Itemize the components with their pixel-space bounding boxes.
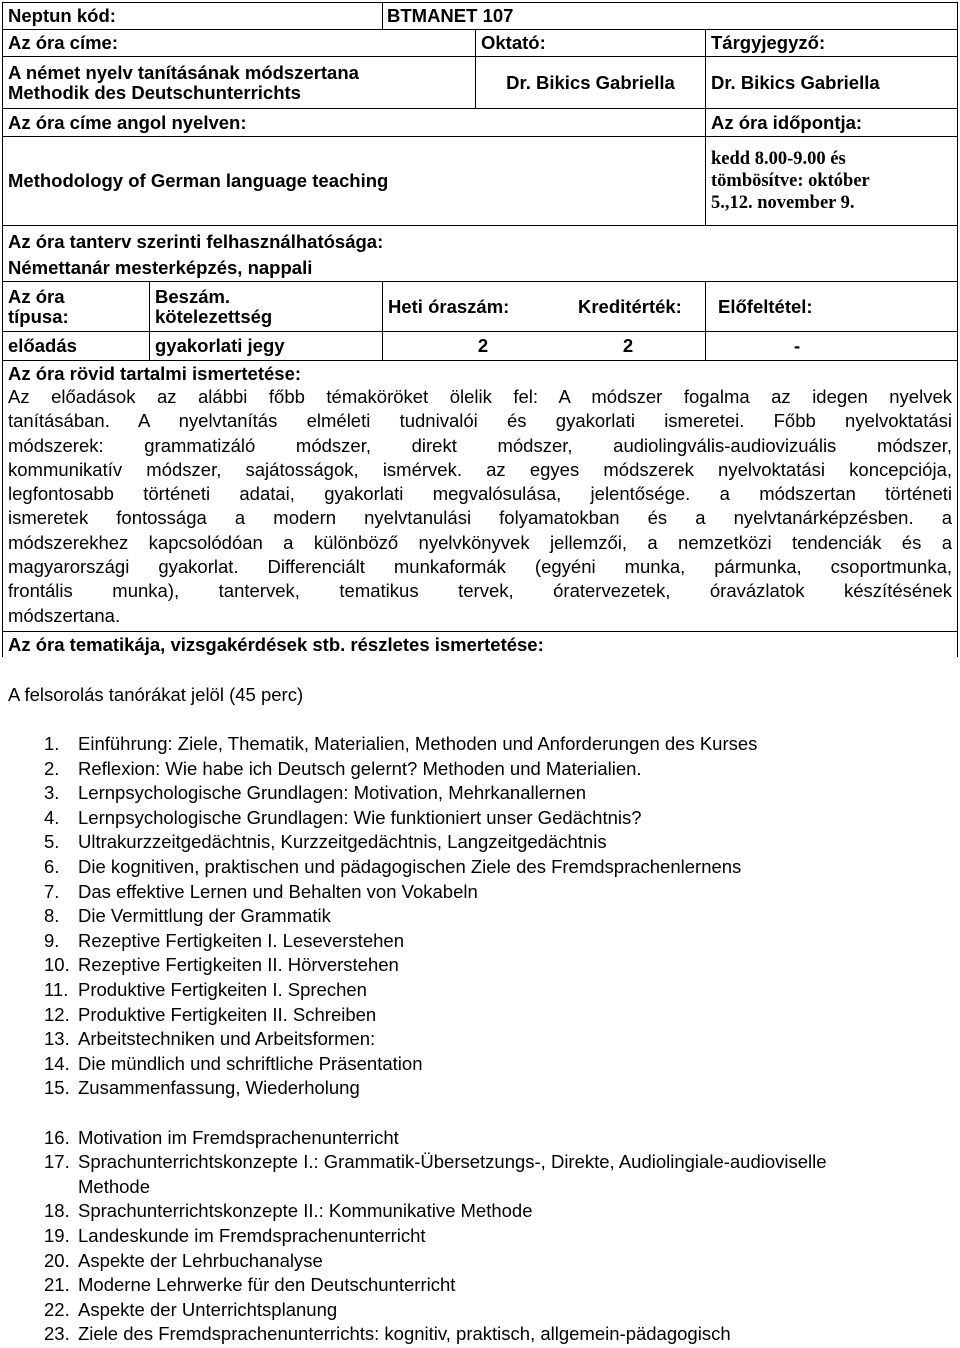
content-line: módszertana. xyxy=(8,604,121,626)
lesson-item xyxy=(44,1323,731,1345)
lesson-item xyxy=(44,1127,399,1149)
lesson-item xyxy=(44,1225,426,1247)
lesson-item xyxy=(44,954,399,976)
content-label: Az óra rövid tartalmi ismertetése: xyxy=(8,363,302,384)
lesson-number: 22. xyxy=(44,1298,70,1320)
prerequisite-label: Előfeltétel: xyxy=(706,282,958,332)
credits-label: Kreditérték: xyxy=(578,295,682,317)
lesson-item xyxy=(44,1053,422,1075)
course-time-line-2: tömbösítve: október xyxy=(711,171,870,191)
course-type-label xyxy=(3,282,150,332)
content-line: ismeretek fontossága a modern nyelvtanulási folyamatokban és a nyelvtanárképzésben. a xyxy=(8,507,952,529)
assessment-value: gyakorlati jegy xyxy=(150,332,383,361)
lesson-number: 18. xyxy=(44,1200,70,1222)
lesson-title: Ultrakurzzeitgedächtnis, Kurzzeitgedächtnis, Langzeitgedächtnis xyxy=(78,831,607,853)
content-line: magyarországi gyakorlat. Differenciált munkaformák (egyéni munka, pármunka, csoportmunka, xyxy=(8,556,952,578)
lesson-item xyxy=(44,1274,455,1296)
instructor-label: Oktató: xyxy=(476,30,706,57)
lesson-item xyxy=(44,905,331,927)
lesson-item xyxy=(44,1151,827,1173)
lesson-title: Lernpsychologische Grundlagen: Motivation, Mehrkanallernen xyxy=(78,782,587,804)
lesson-item xyxy=(44,881,478,903)
content-line: módszerekhez kapcsolódóan a különböző nyelvkönyvek jellemzői, a nemzetközi tendenciák és a xyxy=(8,531,952,553)
assessment-label-line-2: kötelezettség xyxy=(155,305,273,327)
lesson-title: Rezeptive Fertigkeiten I. Leseverstehen xyxy=(78,929,404,951)
content-line: frontális munka), tantervek, tematikus tervek, óratervezetek, óravázlatok készítésének xyxy=(8,580,952,602)
lesson-item xyxy=(44,1176,150,1198)
lesson-number: 3. xyxy=(44,782,60,804)
english-title-value: Methodology of German language teaching xyxy=(3,137,706,226)
lesson-number: 16. xyxy=(44,1126,70,1148)
lesson-item xyxy=(44,1004,376,1026)
weekly-hours-label: Heti óraszám: xyxy=(388,295,510,317)
course-type-labels-row xyxy=(3,282,958,332)
lesson-number: 5. xyxy=(44,831,60,853)
english-title-label: Az óra címe angol nyelven: xyxy=(3,109,706,137)
usage-cell xyxy=(3,226,958,282)
lesson-number: 10. xyxy=(44,954,70,976)
weekly-hours-and-credits-value xyxy=(383,332,706,361)
lesson-number: 13. xyxy=(44,1028,70,1050)
lesson-number: 21. xyxy=(44,1274,70,1296)
lesson-title: Lernpsychologische Grundlagen: Wie funktioniert unser Gedächtnis? xyxy=(78,806,642,828)
course-time-line-3: 5.,12. november 9. xyxy=(711,193,855,213)
lesson-number: 9. xyxy=(44,929,60,951)
lesson-title: Methode xyxy=(78,1175,150,1197)
content-line: módszerek: grammatizáló módszer, direkt módszer, audiolingvális-audiovizuális módszer, xyxy=(8,434,952,456)
content-row xyxy=(3,361,958,632)
lesson-title: Die mündlich und schriftliche Präsentation xyxy=(78,1052,423,1074)
lesson-item xyxy=(44,782,586,804)
syllabus-label: Az óra tematikája, vizsgakérdések stb. részletes ismertetése: xyxy=(8,633,544,655)
course-type-label-line-1: Az óra xyxy=(8,285,65,307)
course-info-table xyxy=(2,2,958,657)
lesson-item xyxy=(44,807,642,829)
usage-label: Az óra tanterv szerinti felhasználhatósága: xyxy=(8,231,384,252)
lesson-number: 20. xyxy=(44,1249,70,1271)
lesson-number: 11. xyxy=(44,979,69,1000)
course-title-label: Az óra címe: xyxy=(3,30,476,57)
usage-row xyxy=(3,226,958,282)
lesson-item xyxy=(44,1250,323,1272)
course-time-line-1: kedd 8.00-9.00 és xyxy=(711,149,846,169)
course-time xyxy=(706,137,958,226)
lesson-title: Rezeptive Fertigkeiten II. Hörverstehen xyxy=(78,954,399,976)
lesson-title: Arbeitstechniken und Arbeitsformen: xyxy=(78,1028,376,1050)
lesson-title: Das effektive Lernen und Behalten von Vokabeln xyxy=(78,880,478,902)
english-title-label-row xyxy=(3,109,958,137)
instructor-name: Dr. Bikics Gabriella xyxy=(476,57,706,109)
lesson-item xyxy=(44,758,642,780)
lesson-number: 12. xyxy=(44,1003,70,1025)
lesson-number: 4. xyxy=(44,806,60,828)
content-line: kommunikatív módszer, sajátosságok, ismérvek. az egyes módszerek nyelvoktatási koncepciója, xyxy=(8,458,952,480)
lesson-item xyxy=(44,979,367,1001)
course-title-value xyxy=(3,57,476,109)
content-line: tanításában. A nyelvtanítás elméleti tudnivalói és gyakorlati ismeretei. Főbb nyelvoktatási xyxy=(8,410,952,432)
lesson-item xyxy=(44,1200,533,1222)
assessment-label xyxy=(150,282,383,332)
lesson-title: Zusammenfassung, Wiederholung xyxy=(78,1077,360,1099)
content-line: Az előadások az alábbi főbb témaköröket ölelik fel: A módszer fogalma az idegen nyelvek xyxy=(8,386,952,407)
course-title-german: Methodik des Deutschunterrichts xyxy=(8,81,301,103)
lesson-title: Reflexion: Wie habe ich Deutsch gelernt? Methoden und Materialien. xyxy=(78,757,642,779)
lesson-title: Landeskunde im Fremdsprachenunterricht xyxy=(78,1225,426,1246)
lesson-title: Produktive Fertigkeiten I. Sprechen xyxy=(78,979,367,1000)
lesson-number: 14. xyxy=(44,1052,70,1074)
lesson-item xyxy=(44,1028,375,1050)
usage-value: Némettanár mesterképzés, nappali xyxy=(8,257,313,278)
neptun-label: Neptun kód: xyxy=(3,3,383,30)
title-labels-row xyxy=(3,30,958,57)
assessment-label-line-1: Beszám. xyxy=(155,285,231,307)
lesson-item xyxy=(44,930,404,952)
lesson-title: Produktive Fertigkeiten II. Schreiben xyxy=(78,1003,377,1025)
prerequisite-value: - xyxy=(706,332,958,361)
syllabus-cell xyxy=(3,631,958,657)
lesson-number: 6. xyxy=(44,856,60,877)
lesson-title: Einführung: Ziele, Thematik, Materialien, Methoden und Anforderungen des Kurses xyxy=(78,733,758,754)
lesson-number: 15. xyxy=(44,1077,70,1099)
time-label: Az óra időpontja: xyxy=(706,109,958,137)
lesson-number: 2. xyxy=(44,757,60,779)
course-title-hungarian: A német nyelv tanításának módszertana xyxy=(8,61,359,83)
lesson-number: 19. xyxy=(44,1225,70,1246)
syllabus-row xyxy=(3,631,958,657)
lesson-number: 1. xyxy=(44,733,60,754)
responsible-name: Dr. Bikics Gabriella xyxy=(706,57,958,109)
lesson-title: Aspekte der Unterrichtsplanung xyxy=(78,1298,338,1320)
lesson-number: 17. xyxy=(44,1151,70,1173)
neptun-row xyxy=(3,3,958,30)
title-values-row xyxy=(3,57,958,109)
course-type-label-line-2: típusa: xyxy=(8,305,69,327)
course-type-values-row xyxy=(3,332,958,361)
lesson-number: 8. xyxy=(44,905,60,927)
lesson-title: Ziele des Fremdsprachenunterrichts: kognitiv, praktisch, allgemein-pädagogisch xyxy=(78,1323,731,1345)
content-line: legfontosabb történeti adatai, gyakorlati megvalósulása, jelentősége. a módszertan történeti xyxy=(8,483,952,505)
lesson-item xyxy=(44,1299,337,1321)
lesson-title: Moderne Lehrwerke für den Deutschunterricht xyxy=(78,1274,456,1296)
syllabus-note: A felsorolás tanórákat jelöl (45 perc) xyxy=(8,684,304,705)
lesson-title: Sprachunterrichtskonzepte I.: Grammatik-Übersetzungs-, Direkte, Audiolingiale-audioviselle xyxy=(78,1151,827,1173)
lesson-title: Motivation im Fremdsprachenunterricht xyxy=(78,1126,399,1148)
credits-value: 2 xyxy=(622,335,634,356)
lesson-title: Die kognitiven, praktischen und pädagogischen Ziele des Fremdsprachenlernens xyxy=(78,856,742,877)
content-cell xyxy=(3,361,958,632)
responsible-label: Tárgyjegyző: xyxy=(706,30,958,57)
english-title-row xyxy=(3,137,958,226)
content-description xyxy=(8,385,952,628)
lesson-number: 7. xyxy=(44,880,60,902)
lesson-title: Sprachunterrichtskonzepte II.: Kommunikative Methode xyxy=(78,1200,533,1222)
lesson-title: Die Vermittlung der Grammatik xyxy=(78,905,331,927)
lesson-number: 23. xyxy=(44,1323,70,1345)
lesson-item xyxy=(44,831,607,853)
weekly-hours-and-credits-label xyxy=(383,282,706,332)
neptun-code: BTMANET 107 xyxy=(383,3,958,30)
lesson-item xyxy=(44,733,757,755)
course-type-value: előadás xyxy=(3,332,150,361)
lesson-title: Aspekte der Lehrbuchanalyse xyxy=(78,1249,323,1271)
lesson-item xyxy=(44,1077,360,1099)
weekly-hours-value: 2 xyxy=(477,335,489,356)
lesson-item xyxy=(44,856,741,878)
